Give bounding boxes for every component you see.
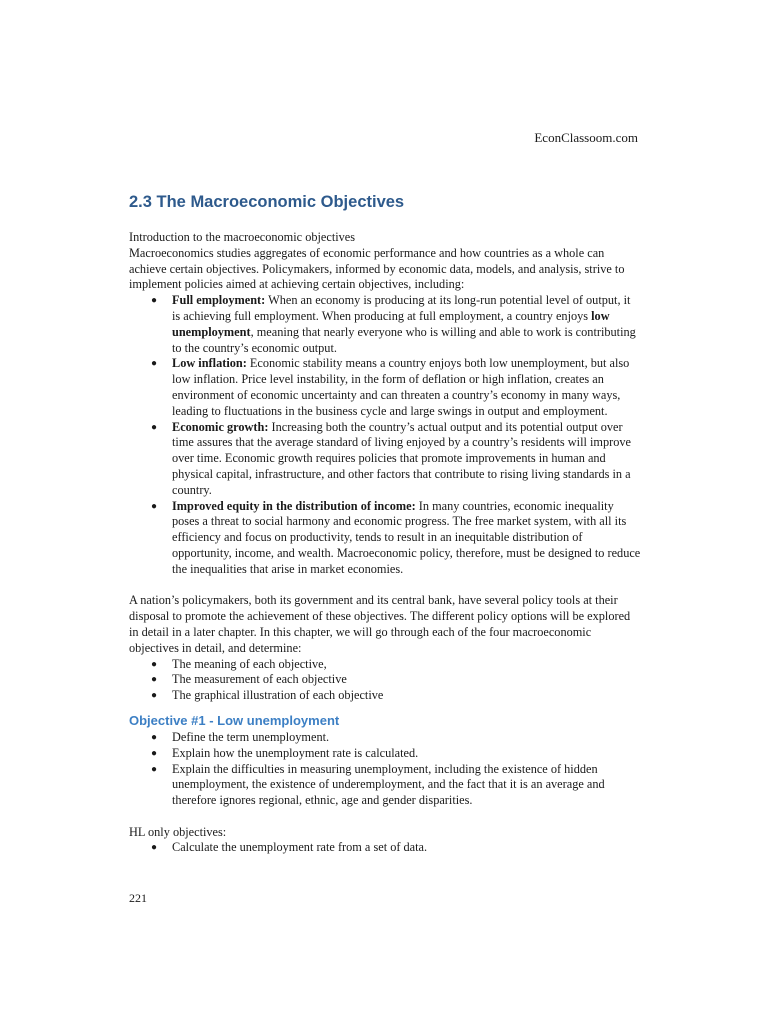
list-item <box>129 420 641 499</box>
list-item-text: Explain how the unemployment rate is calculated. <box>172 745 419 760</box>
main-content <box>129 230 641 856</box>
page-number: 221 <box>129 891 147 905</box>
objective-text: When an economy is producing at its long-run potential level of output, it is achieving full employment. When producing at full employment, a country enjoys <box>172 293 631 323</box>
bullet-icon: ● <box>151 658 158 670</box>
list-item-text: Define the term unemployment. <box>172 729 330 744</box>
list-item-text: Calculate the unemployment rate from a set of data. <box>172 840 428 855</box>
list-item <box>129 672 641 688</box>
bullet-icon: ● <box>151 731 158 743</box>
bullet-icon: ● <box>151 763 158 775</box>
list-item <box>129 762 641 809</box>
list-item-text: Explain the difficulties in measuring unemployment, including the existence of hidden unemployment, the existence of underemployment, and the fact that it is an average and therefore ignores regional, ethnic, age and gender disparities. <box>172 761 605 808</box>
bullet-icon: ● <box>151 747 158 759</box>
list-item <box>129 840 641 856</box>
list-item <box>129 293 641 356</box>
list-item <box>129 746 641 762</box>
objective-text: In many countries, economic inequality poses a threat to social harmony and economic progress. The free market system, with all its efficiency and focus on productivity, tends to result in an inequitable distribution of opportunity, income, and wealth. Macroeconomic policy, therefore, must be designed to reduce the inequalities that arise in market economies. <box>172 498 641 576</box>
list-item-text: The graphical illustration of each objective <box>172 688 384 703</box>
bullet-icon: ● <box>151 674 158 686</box>
objective1-list <box>129 730 641 809</box>
list-item <box>129 356 641 419</box>
objective-text: Increasing both the country’s actual output and its potential output over time assures that the average standard of living enjoyed by a country’s residents will improve over time. Economic growth requires policies that promote improvements in human and physical capital, infrastructure, and other factors that contribute to rising living standards in a country. <box>172 419 631 497</box>
intro-paragraph: Macroeconomics studies aggregates of economic performance and how countries as a whole can achieve certain objectives. Policymakers, informed by economic data, models, and analysis, strive to implement policies aimed at achieving certain objectives, including: <box>129 245 625 292</box>
list-item-text: The meaning of each objective, <box>172 656 327 671</box>
objective-text: , meaning that nearly everyone who is willing and able to work is contributing to the country’s economic output. <box>172 324 636 355</box>
policy-list <box>129 657 641 704</box>
objectives-list <box>129 293 641 577</box>
objective1-heading: Objective #1 - Low unemployment <box>129 712 340 728</box>
objective-title: Improved equity in the distribution of income: <box>172 498 416 513</box>
spacer <box>129 809 641 825</box>
bullet-icon: ● <box>151 500 158 512</box>
section-title: 2.3 The Macroeconomic Objectives <box>129 193 405 211</box>
bullet-icon: ● <box>151 842 158 854</box>
intro-heading: Introduction to the macroeconomic objectives <box>129 230 356 244</box>
list-item <box>129 499 641 578</box>
objective-title: Economic growth: <box>172 419 269 434</box>
policy-paragraph: A nation’s policymakers, both its government and its central bank, have several policy tools at their disposal to promote the achievement of these objectives. The different policy options will be explored in detail in a later chapter. In this chapter, we will go through each of the four macroeconomic objectives in detail, and determine: <box>129 593 631 655</box>
list-item <box>129 730 641 746</box>
objective-emphasis: low unemployment <box>172 308 610 339</box>
bullet-icon: ● <box>151 295 158 307</box>
list-item <box>129 688 641 704</box>
objective-title: Low inflation: <box>172 356 247 371</box>
list-item <box>129 657 641 673</box>
spacer <box>129 578 641 594</box>
objective-title: Full employment: <box>172 293 266 308</box>
bullet-icon: ● <box>151 421 158 433</box>
bullet-icon: ● <box>151 358 158 370</box>
list-item-text: The measurement of each objective <box>172 672 347 687</box>
hl-list <box>129 840 641 856</box>
bullet-icon: ● <box>151 690 158 702</box>
objective-text: Economic stability means a country enjoys both low unemployment, but also low inflation. Price level instability, in the form of deflation or high inflation, creates an environment of economic uncertainty and can threaten a country’s economy in many ways, leading to fluctuations in the business cycle and large swings in output and employment. <box>172 356 630 418</box>
site-header: EconClassoom.com <box>534 130 638 145</box>
hl-heading: HL only objectives: <box>129 824 227 839</box>
